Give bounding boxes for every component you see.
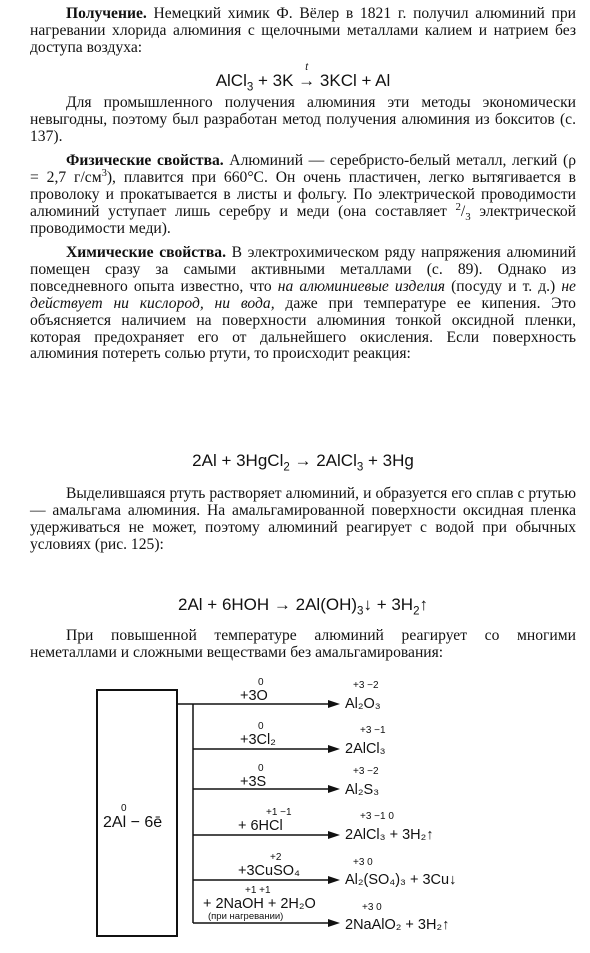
reagent-3: + 6HCl (238, 818, 283, 834)
product-0: Al₂O₃ (345, 696, 381, 712)
product-ox-4: +3 0 (353, 857, 373, 868)
paragraph-physical: Физические свойства. Алюминий — серебристо-белый металл, легкий (ρ = 2,7 $г/см^3$), плавится при 660°С. Он очень пластичен, легко вытягивается в проволоку и прокатывается в листы и фольгу. По электрической проводимости алюминий уступает лишь серебру и меди (она составляет $^2/_3$ электрической проводимости меди). (30, 152, 577, 237)
paragraph-production: Получение. Немецкий химик Ф. Вёлер в 1821 г. получил алюминий при нагревании хлорида алюминия с щелочными металлами калием и натрием без доступа воздуха: (30, 5, 576, 56)
reagent-ox-2: 0 (258, 763, 264, 774)
reagent-ox-5: +1 +1 (245, 885, 271, 896)
paragraph-chemical: Химические свойства. В электрохимическом ряду напряжения алюминий помещен сразу за самыми активными металлами (с. 89). Однако из повседневного опыта известно, что на алюминиевые изделия (посуду и т. д.) не действует ни кислород, ни вода, даже при температуре ее кипения. Это объясняется наличием на поверхности алюминия тонкой оксидной пленки, которая предохраняет его от дальнейшего окисления. Если поверхность алюминия потереть солью ртути, то происходит реакция: (30, 244, 576, 363)
reagent-1: +3Cl₂ (240, 732, 276, 748)
product-ox-5: +3 0 (362, 902, 382, 913)
reaction-scheme (0, 678, 590, 953)
reagent-0: +3O (240, 688, 268, 704)
heading-physical: Физические свойства. (66, 152, 224, 169)
reagent-5: + 2NaOH + 2H₂O (203, 896, 316, 912)
product-ox-2: +3 −2 (353, 766, 379, 777)
reagent-4: +3CuSO₄ (238, 863, 300, 879)
heading-chemical: Химические свойства. (66, 244, 226, 261)
product-4: Al₂(SO₄)₃ + 3Cu↓ (345, 872, 457, 888)
reagent-ox-3: +1 −1 (266, 807, 292, 818)
equation-mercury: 2Al + 3HgCl$_2$ → 2AlCl$_3$ + 3Hg (192, 451, 414, 474)
scheme-box (97, 690, 177, 936)
reagent-ox-1: 0 (258, 721, 264, 732)
reagent-ox-4: +2 (270, 852, 282, 863)
product-2: Al₂S₃ (345, 782, 380, 798)
product-ox-1: +3 −1 (360, 725, 386, 736)
scheme-arrowheads (328, 700, 340, 927)
reagent-note-5: (при нагревании) (208, 911, 284, 922)
paragraph-amalgam: Выделившаяся ртуть растворяет алюминий, и образуется его сплав с ртутью — амальгама алюминия. На амальгамированной поверхности оксидная пленка удерживаться не может, поэтому алюминий реагирует с водой при обычных условиях (рис. 125): (30, 485, 576, 553)
product-5: 2NaAlO₂ + 3H₂↑ (345, 917, 450, 933)
reagent-2: +3S (240, 774, 267, 790)
paragraph-industrial: Для промышленного получения алюминия эти методы экономически невыгодны, поэтому был разработан метод получения алюминия из бокситов (с. 137). (30, 94, 576, 145)
center-electrons: 2Al − 6ē (103, 814, 163, 831)
product-ox-0: +3 −2 (353, 680, 379, 691)
equation-water: $2Al + 6HOH \to 2Al(OH)_3↓$ + $3H_2↑$ (178, 595, 428, 618)
product-3: 2AlCl₃ + 3H₂↑ (345, 827, 434, 843)
center-ox: 0 (121, 803, 127, 814)
heading-production: Получение. (66, 5, 147, 22)
product-ox-3: +3 −1 0 (360, 811, 394, 822)
reagent-ox-0: 0 (258, 677, 264, 688)
paragraph-high-temp: При повышенной температуре алюминий реагирует со многими неметаллами и сложными веществами без амальгамирования: (30, 627, 576, 661)
product-1: 2AlCl₃ (345, 741, 386, 757)
equation-wohler: AlCl$_3$ + 3K t → 3KCl + Al (215, 62, 391, 94)
